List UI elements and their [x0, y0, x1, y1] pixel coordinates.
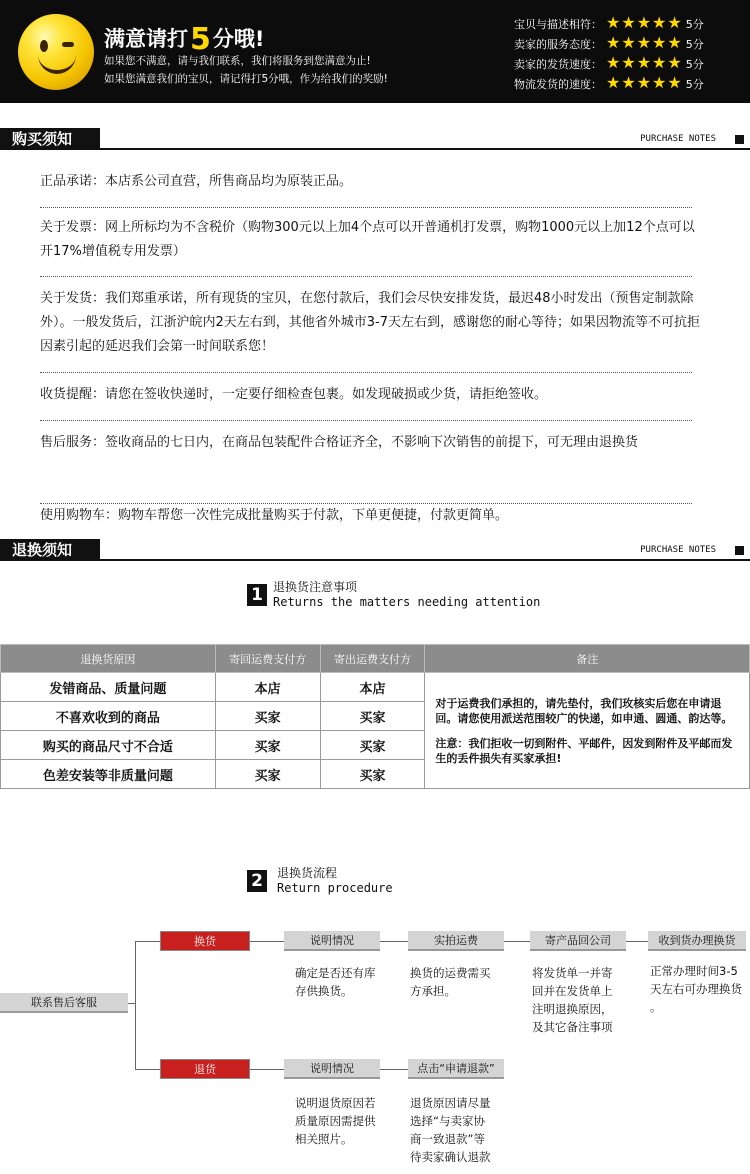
- flow-step-box: 实拍运费: [408, 931, 504, 951]
- flow-step-text: 换货的运费需买 方承担。: [410, 966, 491, 998]
- table-row: 购买的商品尺寸不合适 买家 买家: [1, 731, 750, 760]
- step-number: 1: [247, 584, 267, 606]
- flow-start-box: 联系售后客服: [0, 993, 128, 1013]
- flow-step-text: 将发货单一并寄 回并在发货单上 注明退换原因， 及其它备注事项: [532, 966, 613, 1034]
- table-header: 备注: [425, 645, 750, 673]
- square-icon: [735, 135, 744, 144]
- connector: [128, 1003, 135, 1004]
- square-icon: [735, 546, 744, 555]
- table-row: 发错商品、质量问题 本店 本店 对于运费我们承担的，请先垫付，我们玫核实后您在申请退回。请您使用派送范围较广的快递，如申通、圆通、韵达等。 注意：我们拒收一切到附件、平邮件，因发到附件及平邮而发生的丢件损失有买家承担!: [1, 673, 750, 702]
- banner-title: 满意请打5分哦!: [104, 22, 265, 57]
- returns-table: [0, 644, 750, 789]
- star-icon: ★★★★★: [606, 53, 683, 72]
- divider: [40, 372, 692, 373]
- rating-row: 宝贝与描述相符： ★★★★★ 5分: [514, 13, 704, 32]
- flow-step-box: 收到货办理换货: [648, 931, 746, 951]
- rating-row: 卖家的发货速度： ★★★★★ 5分: [514, 53, 704, 72]
- connector: [135, 941, 160, 942]
- section-title: 购买须知: [0, 128, 100, 150]
- table-header: 寄回运费支付方: [215, 645, 320, 673]
- section-note: PURCHASE NOTES: [640, 134, 716, 144]
- flow-step-text: 说明退货原因若 质量原因需提供 相关照片。: [295, 1096, 376, 1146]
- divider: [40, 420, 692, 421]
- star-icon: ★★★★★: [606, 13, 683, 32]
- banner-line-2: 如果您满意我们的宝贝，请记得打5分哦，作为给我们的奖励!: [104, 73, 388, 85]
- section-note: PURCHASE NOTES: [640, 545, 716, 555]
- flow-step-text: 正常办理时间3-5 天左右可办理换货 。: [650, 964, 742, 1014]
- step-title: 退换货流程 Return procedure: [277, 866, 393, 895]
- note-invoice: 关于发票：网上所标均为不含税价（购物300元以上加4个点可以开普通机打发票，购物1000元以上加12个点可以开17%增值税专用发票）: [40, 220, 695, 259]
- flow-step-box: 点击“申请退款”: [408, 1059, 504, 1079]
- rating-banner: [0, 0, 750, 103]
- table-header: 退换货原因: [1, 645, 216, 673]
- table-remark: 对于运费我们承担的，请先垫付，我们玫核实后您在申请退回。请您使用派送范围较广的快递，如申通、圆通、韵达等。 注意：我们拒收一切到附件、平邮件，因发到附件及平邮而发生的丢件损失有买家承担!: [425, 673, 750, 789]
- table-header: 寄出运费支付方: [320, 645, 425, 673]
- connector: [135, 941, 136, 1069]
- section-title: 退换须知: [0, 539, 100, 561]
- note-authentic: 正品承诺：本店系公司直营，所售商品均为原装正品。: [40, 174, 353, 189]
- refund-box: 退货: [160, 1059, 250, 1079]
- divider: [40, 276, 692, 277]
- table-row: 色差安装等非质量问题 买家 买家: [1, 760, 750, 789]
- flow-step-box: 说明情况: [284, 931, 380, 951]
- divider: [40, 207, 692, 208]
- flow-step-box: 寄产品回公司: [530, 931, 626, 951]
- note-receipt: 收货提醒：请您在签收快递时，一定要仔细检查包裹。如发现破损或少货，请拒绝签收。: [40, 387, 548, 402]
- banner-line-1: 如果您不满意，请与我们联系，我们将服务到您满意为止!: [104, 55, 371, 67]
- note-cart: 使用购物车：购物车帮您一次性完成批量购买于付款，下单更便捷，付款更简单。: [40, 508, 509, 523]
- note-aftersale: 售后服务：签收商品的七日内，在商品包装配件合格证齐全，不影响下次销售的前提下，可无理由退换货: [40, 435, 639, 450]
- purchase-section-header: [0, 128, 750, 150]
- connector: [135, 1069, 160, 1070]
- flow-step-text: 退货原因请尽量 选择“与卖家协 商一致退款”等 待卖家确认退款: [410, 1096, 491, 1164]
- note-shipping: 关于发货：我们郑重承诺，所有现货的宝贝，在您付款后，我们会尽快安排发货，最迟48小时发出（预售定制款除外）。一般发货后，江浙沪皖内2天左右到，其他省外城市3-7天左右到，感谢您的耐心等待；如果因物流等不可抗拒因素引起的延迟我们会第一时间联系您！: [40, 291, 701, 354]
- flow-step-text: 确定是否还有库 存供换货。: [295, 966, 376, 998]
- rating-row: 卖家的服务态度： ★★★★★ 5分: [514, 33, 704, 52]
- step-number: 2: [247, 870, 267, 892]
- table-row: 不喜欢收到的商品 买家 买家: [1, 702, 750, 731]
- flow-step-box: 说明情况: [284, 1059, 380, 1079]
- star-icon: ★★★★★: [606, 73, 683, 92]
- step-title: 退换货注意事项 Returns the matters needing attention: [273, 580, 541, 609]
- star-icon: ★★★★★: [606, 33, 683, 52]
- smiley-icon: [18, 14, 94, 90]
- exchange-box: 换货: [160, 931, 250, 951]
- returns-section-header: [0, 539, 750, 561]
- rating-row: 物流发货的速度： ★★★★★ 5分: [514, 73, 704, 92]
